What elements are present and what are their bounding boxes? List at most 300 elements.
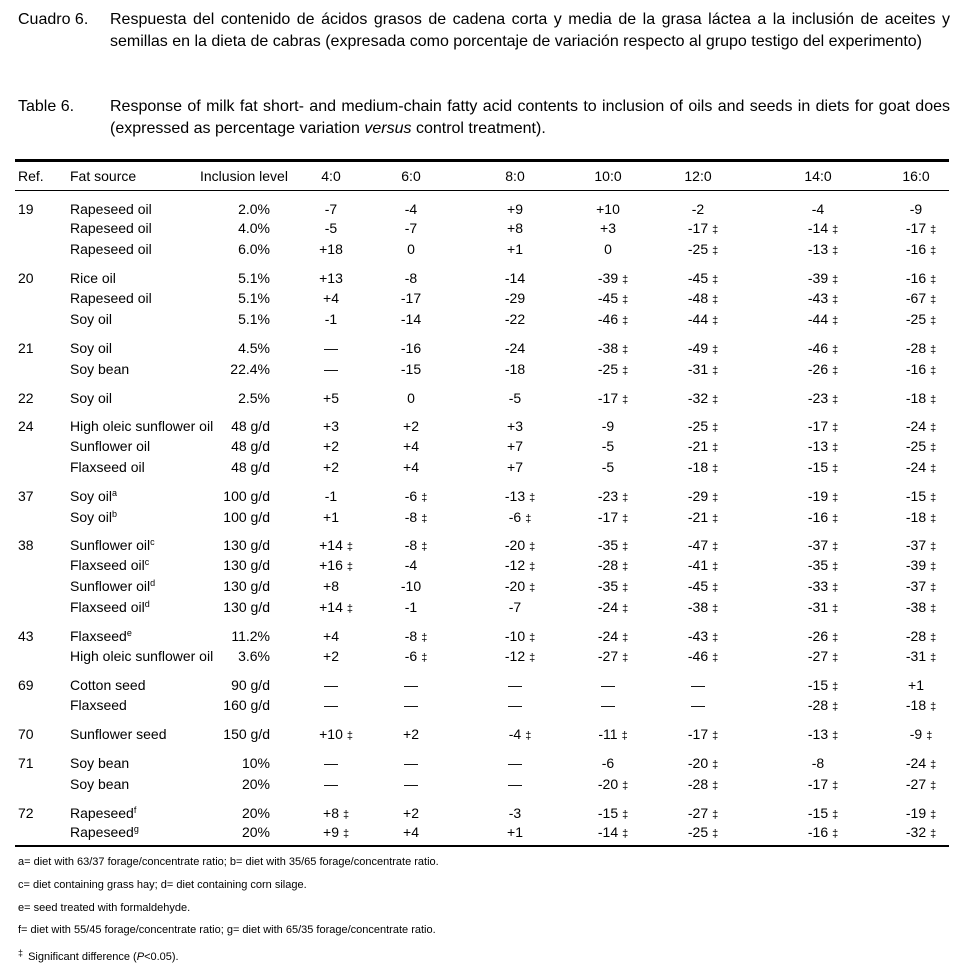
significance-mark: ‡	[622, 274, 629, 286]
table-row	[0, 239, 965, 259]
cell-value: +3	[600, 220, 616, 236]
table-row	[0, 309, 965, 329]
footnote-marker: d	[144, 599, 150, 609]
cell-value: -32 ‡	[905, 824, 937, 840]
cell-value: —	[404, 776, 418, 792]
header-8-0: 8:0	[505, 168, 525, 184]
cell-value: -29 ‡	[687, 488, 719, 504]
significance-mark: ‡	[832, 780, 839, 792]
cell-value: -39 ‡	[807, 270, 839, 286]
cell-value: -4	[811, 201, 825, 217]
cell-value: -6 ‡	[508, 509, 532, 525]
significance-mark: ‡	[930, 828, 937, 840]
cell-inclusion-level: 100 g/d	[223, 509, 270, 525]
cell-value: +9	[507, 201, 523, 217]
cell-value: -14 ‡	[597, 824, 629, 840]
header-ref: Ref.	[18, 168, 44, 184]
cell-value: -8 ‡	[404, 509, 428, 525]
footnote-marker: e	[126, 628, 132, 638]
cell-value: —	[508, 776, 522, 792]
table-row	[0, 646, 965, 666]
table-row	[0, 288, 965, 308]
significance-mark: ‡	[712, 492, 719, 504]
significance-mark: ‡	[930, 463, 937, 475]
cell-value: -10 ‡	[504, 628, 536, 644]
table-row	[0, 388, 965, 408]
significance-mark: ‡	[930, 582, 937, 594]
cell-inclusion-level: 4.0%	[238, 220, 270, 236]
significance-mark: ‡	[930, 809, 937, 821]
cell-value: -15 ‡	[807, 459, 839, 475]
cell-value: -27 ‡	[807, 648, 839, 664]
significance-mark: ‡	[712, 730, 719, 742]
cell-fat-source: Rice oil	[70, 270, 116, 286]
cell-fat-source: Flaxseed oil$^d$	[70, 599, 150, 615]
cell-inclusion-level: 48 g/d	[231, 438, 270, 454]
significance-mark: ‡	[346, 730, 353, 742]
significance-mark: ‡	[421, 541, 428, 553]
cell-value: -18 ‡	[905, 390, 937, 406]
cell-value: -48 ‡	[687, 290, 719, 306]
cell-value: -14	[504, 270, 526, 286]
cell-fat-source: Rapeseed oil	[70, 241, 152, 257]
significance-mark: ‡	[712, 442, 719, 454]
significance-mark: ‡	[622, 344, 629, 356]
cell-value: -24 ‡	[905, 459, 937, 475]
cell-fat-source: Rapeseed oil	[70, 220, 152, 236]
cell-fat-source: Sunflower oil$^c$	[70, 537, 155, 553]
cell-value: +4	[403, 824, 419, 840]
header-14-0: 14:0	[804, 168, 832, 184]
significance-mark: ‡	[346, 541, 353, 553]
significance-mark: ‡	[832, 582, 839, 594]
cell-value: -19 ‡	[807, 488, 839, 504]
cell-value: -20 ‡	[504, 578, 536, 594]
significance-mark: ‡	[832, 315, 839, 327]
cell-value: -20 ‡	[504, 537, 536, 553]
table-row	[0, 486, 965, 506]
significance-mark: ‡	[832, 603, 839, 615]
cell-value: -45 ‡	[687, 270, 719, 286]
cell-value: -37 ‡	[807, 537, 839, 553]
cell-value: -39 ‡	[597, 270, 629, 286]
caption-spanish-text: Respuesta del contenido de ácidos grasos de cadena corta y media de la grasa láctea a la inclusión de aceites y semillas en la dieta de cabras (expresada como porcentaje de variación respecto al grupo testigo del experimento)	[110, 11, 950, 50]
significance-mark: ‡	[832, 541, 839, 553]
significance-mark: ‡	[622, 632, 629, 644]
cell-value: -15 ‡	[807, 677, 839, 693]
cell-value: -4 ‡	[508, 726, 532, 742]
cell-value: -43 ‡	[687, 628, 719, 644]
significance-mark: ‡	[930, 561, 937, 573]
significance-mark: ‡	[930, 442, 937, 454]
cell-value: -24 ‡	[905, 755, 937, 771]
cell-value: -25 ‡	[597, 361, 629, 377]
footnotes	[18, 855, 439, 969]
significance-mark: ‡	[529, 632, 536, 644]
cell-value: -6 ‡	[404, 488, 428, 504]
significance-mark: ‡	[712, 422, 719, 434]
significance-mark: ‡	[930, 759, 937, 771]
cell-value: -26 ‡	[807, 628, 839, 644]
significance-mark: ‡	[832, 294, 839, 306]
cell-value: -12 ‡	[504, 648, 536, 664]
cell-value: -16 ‡	[905, 361, 937, 377]
cell-value: -29	[504, 290, 526, 306]
cell-value: -2	[691, 201, 705, 217]
significance-mark: ‡	[712, 245, 719, 257]
cell-value: -44 ‡	[807, 311, 839, 327]
table-row	[0, 597, 965, 617]
table-row	[0, 774, 965, 794]
caption-spanish-label: Cuadro 6.	[18, 11, 89, 28]
cell-fat-source: Sunflower seed	[70, 726, 167, 742]
significance-mark: ‡	[346, 561, 353, 573]
cell-inclusion-level: 6.0%	[238, 241, 270, 257]
cell-ref: 38	[18, 537, 34, 553]
cell-ref: 37	[18, 488, 34, 504]
cell-value: -8	[404, 270, 418, 286]
cell-value: -32 ‡	[687, 390, 719, 406]
cell-value: —	[324, 776, 338, 792]
cell-value: -17 ‡	[687, 220, 719, 236]
cell-value: +14 ‡	[319, 599, 353, 615]
significance-mark: ‡	[930, 492, 937, 504]
significance-mark: ‡	[930, 245, 937, 257]
cell-value: -37 ‡	[905, 578, 937, 594]
cell-value: +1	[507, 824, 523, 840]
cell-value: -20 ‡	[597, 776, 629, 792]
significance-mark: ‡	[622, 492, 629, 504]
significance-mark: ‡	[712, 315, 719, 327]
significance-mark: ‡	[930, 274, 937, 286]
cell-value: -46 ‡	[687, 648, 719, 664]
cell-value: -28 ‡	[687, 776, 719, 792]
table-top-rule	[15, 159, 949, 162]
cell-value: -49 ‡	[687, 340, 719, 356]
significance-mark: ‡	[622, 513, 629, 525]
cell-value: -31 ‡	[687, 361, 719, 377]
significance-mark: ‡	[525, 730, 532, 742]
cell-inclusion-level: 160 g/d	[223, 697, 270, 713]
cell-value: -17 ‡	[687, 726, 719, 742]
significance-mark: ‡	[342, 809, 350, 821]
cell-fat-source: High oleic sunflower oil	[70, 648, 214, 664]
cell-value: -15 ‡	[807, 805, 839, 821]
table-row	[0, 218, 965, 238]
cell-value: +1	[507, 241, 523, 257]
caption-english-text: Response of milk fat short- and medium-chain fatty acid contents to inclusion of oils and seeds in diets for goat does (expressed as percentage variation versus control treatment).	[110, 98, 950, 137]
cell-value: -35 ‡	[807, 557, 839, 573]
cell-value: +5	[323, 390, 339, 406]
cell-value: -35 ‡	[597, 578, 629, 594]
cell-value: -41 ‡	[687, 557, 719, 573]
significance-mark: ‡	[421, 492, 428, 504]
cell-value: -28 ‡	[597, 557, 629, 573]
significance-mark: ‡	[930, 603, 937, 615]
footnote: f= diet with 55/45 forage/concentrate ratio; g= diet with 65/35 forage/concentrate ratio.	[18, 924, 436, 937]
header-inclusion-level: Inclusion level	[200, 168, 288, 184]
header-12-0: 12:0	[684, 168, 712, 184]
significance-mark: ‡	[712, 809, 719, 821]
cell-value: -35 ‡	[597, 537, 629, 553]
cell-value: -38 ‡	[687, 599, 719, 615]
significance-mark: ‡	[832, 730, 839, 742]
cell-value: -17	[400, 290, 422, 306]
cell-value: -31 ‡	[807, 599, 839, 615]
cell-value: +2	[323, 459, 339, 475]
caption-spanish	[18, 9, 950, 53]
significance-mark: ‡	[346, 603, 353, 615]
significance-mark: ‡	[832, 463, 839, 475]
cell-fat-source: Flaxseed	[70, 697, 127, 713]
significance-mark: ‡	[712, 759, 719, 771]
cell-value: -13 ‡	[807, 241, 839, 257]
cell-value: +1	[323, 509, 339, 525]
cell-value: +13	[319, 270, 343, 286]
significance-mark: ‡	[525, 513, 532, 525]
significance-mark: ‡	[712, 344, 719, 356]
cell-value: -47 ‡	[687, 537, 719, 553]
cell-value: +4	[403, 438, 419, 454]
significance-mark: ‡	[930, 780, 937, 792]
significance-mark: ‡	[712, 828, 719, 840]
significance-mark: ‡	[832, 422, 839, 434]
cell-value: -27 ‡	[905, 776, 937, 792]
cell-value: -38 ‡	[905, 599, 937, 615]
caption-english	[18, 96, 950, 140]
significance-mark: ‡	[832, 701, 839, 713]
cell-ref: 21	[18, 340, 34, 356]
cell-value: -5	[508, 390, 522, 406]
cell-fat-source: Soy oil	[70, 340, 113, 356]
cell-fat-source: Flaxseed$^e$	[70, 628, 132, 644]
cell-value: -18 ‡	[905, 697, 937, 713]
cell-value: —	[324, 340, 338, 356]
cell-value: +9 ‡	[323, 824, 350, 840]
cell-value: -11 ‡	[598, 726, 628, 742]
cell-ref: 19	[18, 201, 34, 217]
cell-ref: 24	[18, 418, 34, 434]
significance-mark: ‡	[712, 365, 719, 377]
significance-mark: ‡	[832, 561, 839, 573]
footnote: ‡ Significant difference (P<0.05).	[18, 948, 179, 964]
significance-mark: ‡	[926, 730, 933, 742]
cell-value: -25 ‡	[905, 438, 937, 454]
footnote: e= seed treated with formaldehyde.	[18, 901, 191, 914]
significance-mark: ‡	[930, 315, 937, 327]
cell-value: -31 ‡	[905, 648, 937, 664]
cell-value: -25 ‡	[687, 824, 719, 840]
significance-mark: ‡	[712, 582, 719, 594]
significance-mark: ‡	[832, 224, 839, 236]
significance-mark: ‡	[832, 492, 839, 504]
significance-mark: ‡	[622, 582, 629, 594]
table-row	[0, 675, 965, 695]
significance-mark: ‡	[421, 513, 428, 525]
significance-mark: ‡	[529, 541, 536, 553]
cell-value: —	[601, 697, 615, 713]
significance-mark: ‡	[930, 224, 937, 236]
cell-value: -17 ‡	[807, 418, 839, 434]
cell-fat-source: Sunflower oil	[70, 438, 151, 454]
significance-mark: ‡	[712, 294, 719, 306]
cell-inclusion-level: 20%	[241, 805, 270, 821]
table-row	[0, 695, 965, 715]
cell-ref: 71	[18, 755, 34, 771]
cell-fat-source: Soy oil	[70, 311, 113, 327]
footnote-marker: c	[150, 537, 155, 547]
significance-mark: ‡	[622, 315, 629, 327]
cell-value: -44 ‡	[687, 311, 719, 327]
cell-fat-source: Soy bean	[70, 755, 130, 771]
cell-value: +2	[323, 438, 339, 454]
table-row	[0, 626, 965, 646]
significance-mark: ‡	[712, 652, 719, 664]
cell-fat-source: Sunflower oil$^d$	[70, 578, 156, 594]
cell-fat-source: Rapeseed$^f$	[70, 805, 137, 821]
cell-value: -16 ‡	[905, 241, 937, 257]
cell-inclusion-level: 130 g/d	[223, 557, 270, 573]
cell-value: -1	[404, 599, 418, 615]
cell-value: -37 ‡	[905, 537, 937, 553]
table-row	[0, 822, 965, 842]
footnote-marker: c	[144, 557, 150, 567]
caption-english-label: Table 6.	[18, 98, 75, 115]
cell-value: -24	[504, 340, 526, 356]
significance-mark: ‡	[622, 394, 629, 406]
significance-mark: ‡	[832, 274, 839, 286]
cell-value: -10	[400, 578, 422, 594]
cell-ref: 69	[18, 677, 34, 693]
cell-value: +2	[323, 648, 339, 664]
cell-value: —	[404, 755, 418, 771]
cell-value: +3	[323, 418, 339, 434]
significance-mark: ‡	[622, 294, 629, 306]
significance-mark: ‡	[421, 632, 428, 644]
cell-value: +8	[507, 220, 523, 236]
significance-mark: ‡	[712, 632, 719, 644]
significance-mark: ‡	[832, 652, 839, 664]
cell-value: -17 ‡	[597, 509, 629, 525]
cell-value: -23 ‡	[597, 488, 629, 504]
cell-value: +2	[403, 418, 419, 434]
table-row	[0, 507, 965, 527]
cell-value: +3	[507, 418, 523, 434]
significance-mark: ‡	[832, 365, 839, 377]
cell-value: -13 ‡	[807, 438, 839, 454]
cell-inclusion-level: 10%	[241, 755, 270, 771]
significance-mark: ‡	[712, 780, 719, 792]
cell-value: -17 ‡	[905, 220, 937, 236]
table-bottom-rule	[15, 845, 949, 847]
cell-value: -38 ‡	[597, 340, 629, 356]
cell-fat-source: Soy bean	[70, 776, 130, 792]
significance-mark: ‡	[832, 828, 839, 840]
cell-inclusion-level: 4.5%	[238, 340, 270, 356]
cell-inclusion-level: 5.1%	[238, 311, 270, 327]
cell-inclusion-level: 2.5%	[238, 390, 270, 406]
cell-ref: 20	[18, 270, 34, 286]
cell-value: -25 ‡	[905, 311, 937, 327]
cell-inclusion-level: 130 g/d	[223, 578, 270, 594]
cell-value: 0	[407, 241, 415, 257]
footnote-marker: g	[133, 824, 139, 834]
significance-mark: ‡	[622, 828, 629, 840]
cell-fat-source: Cotton seed	[70, 677, 146, 693]
cell-ref: 43	[18, 628, 34, 644]
cell-value: -17 ‡	[597, 390, 629, 406]
cell-fat-source: Rapeseed oil	[70, 290, 152, 306]
table-row	[0, 359, 965, 379]
significance-mark: ‡	[529, 561, 536, 573]
significance-mark: ‡	[832, 394, 839, 406]
cell-inclusion-level: 22.4%	[230, 361, 270, 377]
cell-value: -12 ‡	[504, 557, 536, 573]
header-6-0: 6:0	[401, 168, 421, 184]
cell-value: +2	[403, 805, 419, 821]
cell-value: -13 ‡	[504, 488, 536, 504]
cell-value: -19 ‡	[905, 805, 937, 821]
cell-value: -28 ‡	[905, 628, 937, 644]
cell-inclusion-level: 11.2%	[231, 628, 270, 644]
cell-value: -6 ‡	[404, 648, 428, 664]
significance-mark: ‡	[832, 809, 839, 821]
cell-ref: 22	[18, 390, 34, 406]
cell-value: +10	[596, 201, 620, 217]
significance-mark: ‡	[712, 274, 719, 286]
significance-mark: ‡	[342, 828, 350, 840]
cell-ref: 72	[18, 805, 34, 821]
cell-value: +14 ‡	[319, 537, 353, 553]
cell-value: +2	[403, 726, 419, 742]
cell-value: -5	[601, 459, 615, 475]
footnote-marker: f	[133, 805, 137, 815]
cell-value: -14 ‡	[807, 220, 839, 236]
significance-mark: ‡	[930, 513, 937, 525]
cell-value: -1	[324, 311, 338, 327]
cell-fat-source: Soy oil$^a$	[70, 488, 118, 504]
cell-value: -33 ‡	[807, 578, 839, 594]
significance-mark: ‡	[930, 344, 937, 356]
table-row	[0, 436, 965, 456]
cell-inclusion-level: 130 g/d	[223, 599, 270, 615]
cell-value: -28 ‡	[905, 340, 937, 356]
cell-value: —	[324, 697, 338, 713]
significance-mark: ‡	[832, 245, 839, 257]
table-row	[0, 724, 965, 744]
significance-mark: ‡	[930, 701, 937, 713]
cell-value: -7	[324, 201, 338, 217]
cell-value: —	[404, 677, 418, 693]
cell-value: —	[324, 677, 338, 693]
significance-mark: ‡	[712, 394, 719, 406]
cell-inclusion-level: 2.0%	[238, 201, 270, 217]
cell-inclusion-level: 100 g/d	[223, 488, 270, 504]
cell-value: -28 ‡	[807, 697, 839, 713]
cell-value: -16 ‡	[807, 824, 839, 840]
table-row	[0, 338, 965, 358]
cell-value: -16 ‡	[807, 509, 839, 525]
footnote-marker: a	[112, 488, 118, 498]
significance-mark: ‡	[529, 582, 536, 594]
significance-mark: ‡	[832, 513, 839, 525]
cell-fat-source: High oleic sunflower oil	[70, 418, 214, 434]
cell-inclusion-level: 20%	[241, 776, 270, 792]
cell-value: —	[508, 677, 522, 693]
cell-value: 0	[407, 390, 415, 406]
cell-value: +18	[319, 241, 343, 257]
cell-value: —	[508, 755, 522, 771]
